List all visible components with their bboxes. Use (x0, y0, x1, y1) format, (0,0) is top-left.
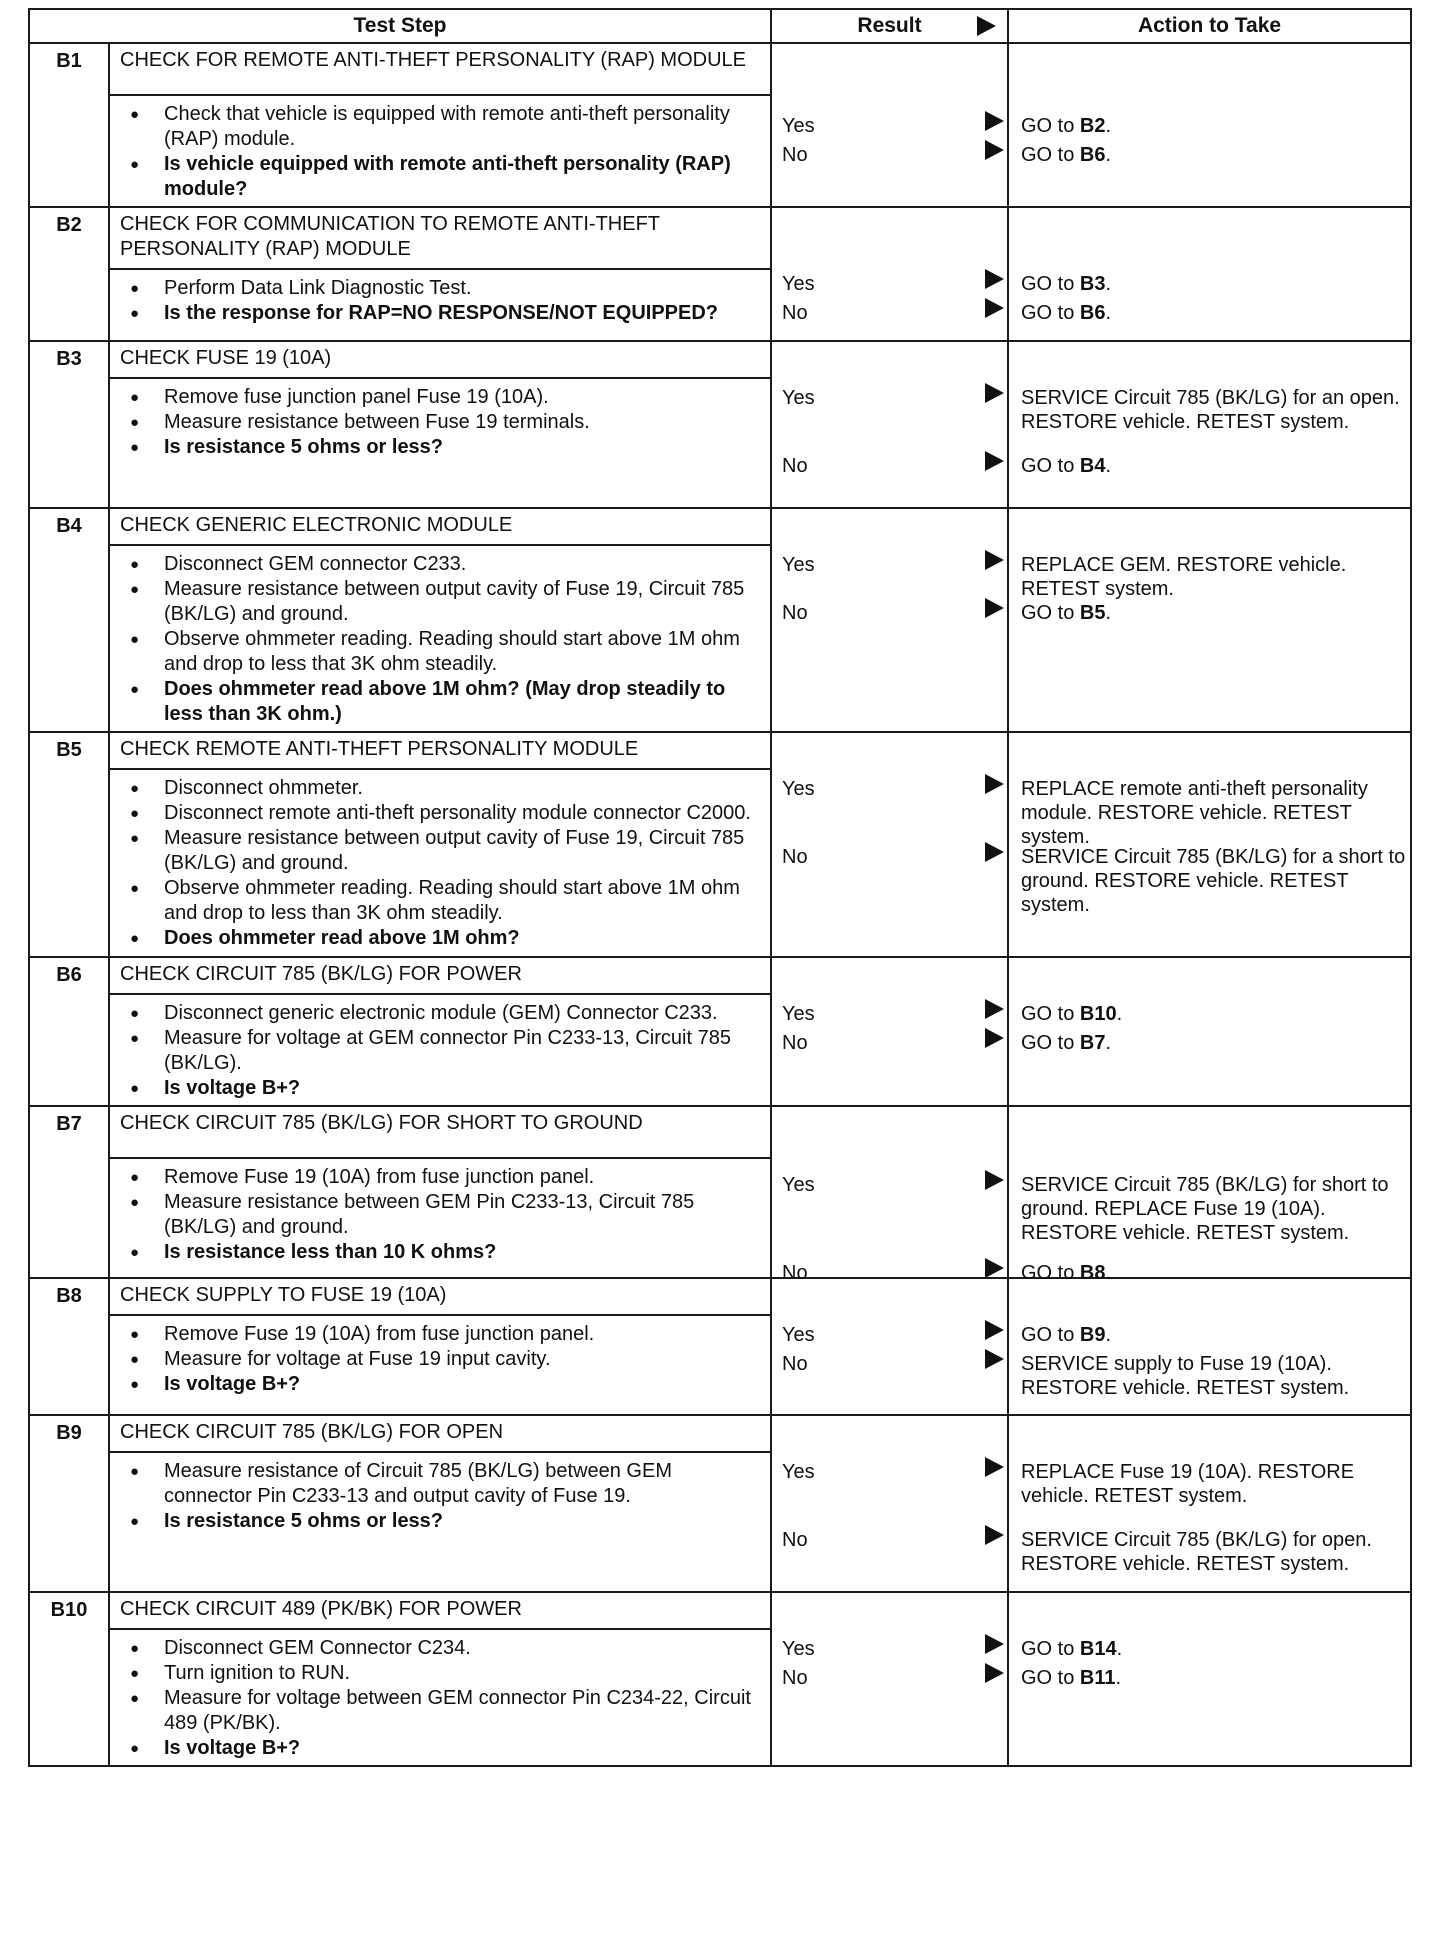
test-step-title-row (29, 1415, 1411, 1452)
action-text (1021, 1666, 1406, 1690)
action-step-ref: B5 (1079, 602, 1106, 624)
right-pointing-triangle-icon (975, 15, 997, 37)
right-pointing-triangle-icon (983, 297, 1005, 319)
header-result-label: Result (857, 14, 922, 37)
right-pointing-triangle-icon (983, 268, 1005, 290)
action-text (1021, 845, 1406, 917)
right-pointing-triangle-icon (983, 110, 1005, 132)
step-instructions (109, 1629, 771, 1766)
step-title: CHECK REMOTE ANTI-THEFT PERSONALITY MODULE (109, 732, 771, 769)
result-label: No (782, 1529, 808, 1551)
action-main: GO to (1021, 302, 1080, 324)
action-step-ref: B4 (1079, 455, 1106, 477)
result-label: Yes (782, 1003, 815, 1025)
action-main: SERVICE Circuit 785 (BK/LG) for open. RESTORE vehicle. RETEST system. (1021, 1529, 1372, 1575)
action-main: GO to (1021, 1667, 1080, 1689)
instruction-question: ● Is resistance less than 10 K ohms? (120, 1240, 762, 1265)
step-id: B9 (29, 1415, 109, 1592)
action-step-ref: B7 (1079, 1032, 1106, 1054)
action-text (1021, 114, 1406, 138)
instruction-question: ● Is resistance 5 ohms or less? (120, 1509, 762, 1534)
result-label: Yes (782, 115, 815, 137)
step-title: CHECK SUPPLY TO FUSE 19 (10A) (109, 1278, 771, 1315)
instruction-item: ● Observe ohmmeter reading. Reading should start above 1M ohm and drop to less than 3K ohm steadily. (120, 876, 762, 926)
result-label: No (782, 1667, 808, 1689)
result-label: No (782, 1353, 808, 1375)
action-cell (1008, 1106, 1411, 1284)
step-title: CHECK FOR REMOTE ANTI-THEFT PERSONALITY (RAP) MODULE (109, 43, 771, 95)
instruction-item: ● Measure for voltage at GEM connector Pin C233-13, Circuit 785 (BK/LG). (120, 1026, 762, 1076)
action-main: GO to (1021, 1262, 1080, 1284)
result-label: Yes (782, 1638, 815, 1660)
step-id: B3 (29, 341, 109, 508)
instruction-question: ● Is the response for RAP=NO RESPONSE/NOT EQUIPPED? (120, 301, 762, 326)
right-pointing-triangle-icon (983, 1319, 1005, 1341)
instruction-question: ● Does ohmmeter read above 1M ohm? (120, 926, 762, 951)
action-text (1021, 301, 1406, 325)
action-text (1021, 1323, 1406, 1347)
action-main: GO to (1021, 1032, 1080, 1054)
action-cell (1008, 957, 1411, 1106)
result-cell (771, 1592, 1008, 1766)
instruction-item: ● Measure resistance between GEM Pin C233-13, Circuit 785 (BK/LG) and ground. (120, 1190, 762, 1240)
result-label: No (782, 602, 808, 624)
step-title: CHECK CIRCUIT 785 (BK/LG) FOR OPEN (109, 1415, 771, 1452)
step-instructions (109, 95, 771, 207)
step-title: CHECK CIRCUIT 489 (PK/BK) FOR POWER (109, 1592, 771, 1629)
result-label: No (782, 1262, 808, 1284)
step-title: CHECK FOR COMMUNICATION TO REMOTE ANTI-THEFT PERSONALITY (RAP) MODULE (109, 207, 771, 269)
result-cell (771, 732, 1008, 957)
diagnostic-table-document (28, 8, 1410, 1767)
step-id: B6 (29, 957, 109, 1106)
action-step-ref: B6 (1079, 302, 1106, 324)
instruction-list (120, 1001, 762, 1101)
instruction-list (120, 1322, 762, 1397)
action-step-ref: B3 (1079, 273, 1106, 295)
test-step-title-row (29, 43, 1411, 95)
instruction-item: ● Disconnect generic electronic module (GEM) Connector C233. (120, 1001, 762, 1026)
result-label: Yes (782, 778, 815, 800)
result-cell (771, 508, 1008, 732)
result-cell (771, 341, 1008, 508)
action-end: . (1105, 144, 1112, 166)
step-title: CHECK GENERIC ELECTRONIC MODULE (109, 508, 771, 545)
action-text (1021, 1352, 1406, 1400)
right-pointing-triangle-icon (983, 1633, 1005, 1655)
step-id: B4 (29, 508, 109, 732)
result-cell (771, 43, 1008, 207)
result-label: Yes (782, 273, 815, 295)
step-id: B2 (29, 207, 109, 341)
action-end: . (1105, 602, 1112, 624)
instruction-item: ● Turn ignition to RUN. (120, 1661, 762, 1686)
result-label: No (782, 302, 808, 324)
action-end: . (1116, 1003, 1123, 1025)
right-pointing-triangle-icon (983, 998, 1005, 1020)
action-main: REPLACE remote anti-theft personality module. RESTORE vehicle. RETEST system. (1021, 778, 1368, 848)
result-label: No (782, 455, 808, 477)
instruction-item: ● Remove Fuse 19 (10A) from fuse junction panel. (120, 1165, 762, 1190)
result-label: Yes (782, 554, 815, 576)
action-main: SERVICE Circuit 785 (BK/LG) for short to ground. REPLACE Fuse 19 (10A). RESTORE vehicle. RETEST system. (1021, 1174, 1389, 1244)
instruction-item: ● Check that vehicle is equipped with remote anti-theft personality (RAP) module. (120, 102, 762, 152)
step-instructions (109, 769, 771, 957)
action-end: . (1115, 1667, 1122, 1689)
action-main: SERVICE supply to Fuse 19 (10A). RESTORE vehicle. RETEST system. (1021, 1353, 1350, 1399)
action-end: . (1105, 1032, 1112, 1054)
action-text (1021, 1528, 1406, 1576)
result-label: No (782, 1032, 808, 1054)
action-main: GO to (1021, 115, 1080, 137)
instruction-list (120, 102, 762, 202)
instruction-item: ● Measure for voltage at Fuse 19 input cavity. (120, 1347, 762, 1372)
instruction-item: ● Measure resistance between output cavity of Fuse 19, Circuit 785 (BK/LG) and ground. (120, 577, 762, 627)
action-end: . (1105, 455, 1112, 477)
action-text (1021, 1637, 1406, 1661)
right-pointing-triangle-icon (983, 382, 1005, 404)
action-end: . (1105, 302, 1112, 324)
step-title: CHECK CIRCUIT 785 (BK/LG) FOR POWER (109, 957, 771, 994)
test-step-title-row (29, 732, 1411, 769)
action-text (1021, 272, 1406, 296)
action-main: GO to (1021, 455, 1080, 477)
result-cell (771, 1415, 1008, 1592)
action-step-ref: B14 (1079, 1638, 1117, 1660)
step-instructions (109, 1315, 771, 1415)
action-text (1021, 1031, 1406, 1055)
action-cell (1008, 508, 1411, 732)
action-text (1021, 777, 1406, 849)
instruction-list (120, 1165, 762, 1265)
instruction-question: ● Is resistance 5 ohms or less? (120, 435, 762, 460)
action-end: . (1105, 1262, 1112, 1284)
instruction-question: ● Is voltage B+? (120, 1076, 762, 1101)
instruction-item: ● Measure for voltage between GEM connector Pin C234-22, Circuit 489 (PK/BK). (120, 1686, 762, 1736)
action-main: REPLACE Fuse 19 (10A). RESTORE vehicle. RETEST system. (1021, 1461, 1355, 1507)
step-instructions (109, 269, 771, 341)
action-text (1021, 1173, 1406, 1245)
action-text (1021, 1460, 1406, 1508)
result-label: Yes (782, 387, 815, 409)
step-instructions (109, 1452, 771, 1592)
instruction-item: ● Disconnect remote anti-theft personality module connector C2000. (120, 801, 762, 826)
step-instructions (109, 545, 771, 732)
step-id: B10 (29, 1592, 109, 1766)
instruction-list (120, 552, 762, 727)
action-text (1021, 454, 1406, 478)
right-pointing-triangle-icon (983, 1169, 1005, 1191)
test-step-title-row (29, 1278, 1411, 1315)
result-cell (771, 957, 1008, 1106)
action-cell (1008, 207, 1411, 341)
step-instructions (109, 994, 771, 1106)
right-pointing-triangle-icon (983, 1662, 1005, 1684)
instruction-item: ● Remove fuse junction panel Fuse 19 (10A). (120, 385, 762, 410)
instruction-question: ● Does ohmmeter read above 1M ohm? (May drop steadily to less than 3K ohm.) (120, 677, 762, 727)
action-text (1021, 386, 1406, 434)
action-step-ref: B2 (1079, 115, 1106, 137)
instruction-item: ● Disconnect GEM Connector C234. (120, 1636, 762, 1661)
header-action: Action to Take (1008, 9, 1411, 43)
instruction-list (120, 1636, 762, 1761)
instruction-item: ● Perform Data Link Diagnostic Test. (120, 276, 762, 301)
result-label: No (782, 846, 808, 868)
right-pointing-triangle-icon (983, 773, 1005, 795)
action-cell (1008, 1278, 1411, 1415)
result-label: Yes (782, 1461, 815, 1483)
action-main: GO to (1021, 1324, 1080, 1346)
instruction-list (120, 276, 762, 326)
action-text (1021, 1002, 1406, 1026)
action-cell (1008, 1415, 1411, 1592)
action-cell (1008, 732, 1411, 957)
instruction-question: ● Is voltage B+? (120, 1736, 762, 1761)
action-text (1021, 601, 1406, 625)
action-main: SERVICE Circuit 785 (BK/LG) for a short to ground. RESTORE vehicle. RETEST system. (1021, 846, 1406, 916)
action-main: GO to (1021, 144, 1080, 166)
action-step-ref: B9 (1079, 1324, 1106, 1346)
result-cell (771, 1106, 1008, 1284)
action-end: . (1105, 1324, 1112, 1346)
action-cell (1008, 1592, 1411, 1766)
header-result (771, 9, 1008, 43)
instruction-list (120, 776, 762, 951)
action-step-ref: B8 (1079, 1262, 1106, 1284)
instruction-item: ● Measure resistance between Fuse 19 terminals. (120, 410, 762, 435)
action-end: . (1105, 115, 1112, 137)
result-label: No (782, 144, 808, 166)
instruction-item: ● Remove Fuse 19 (10A) from fuse junction panel. (120, 1322, 762, 1347)
instruction-item: ● Measure resistance of Circuit 785 (BK/LG) between GEM connector Pin C233-13 and output cavity of Fuse 19. (120, 1459, 762, 1509)
instruction-question: ● Is vehicle equipped with remote anti-theft personality (RAP) module? (120, 152, 762, 202)
instruction-question: ● Is voltage B+? (120, 1372, 762, 1397)
test-step-title-row (29, 1592, 1411, 1629)
action-cell (1008, 341, 1411, 508)
instruction-item: ● Disconnect ohmmeter. (120, 776, 762, 801)
action-main: GO to (1021, 1638, 1080, 1660)
table-header-row (29, 9, 1411, 43)
action-step-ref: B11 (1079, 1667, 1116, 1689)
test-step-title-row (29, 508, 1411, 545)
action-text (1021, 553, 1406, 601)
right-pointing-triangle-icon (983, 597, 1005, 619)
action-main: GO to (1021, 1003, 1080, 1025)
action-end: . (1105, 273, 1112, 295)
step-id: B7 (29, 1106, 109, 1278)
action-step-ref: B10 (1079, 1003, 1117, 1025)
right-pointing-triangle-icon (983, 1257, 1005, 1279)
result-label: Yes (782, 1174, 815, 1196)
step-instructions (109, 378, 771, 508)
action-main: GO to (1021, 602, 1080, 624)
right-pointing-triangle-icon (983, 1348, 1005, 1370)
action-main: REPLACE GEM. RESTORE vehicle. RETEST system. (1021, 554, 1347, 600)
instruction-item: ● Disconnect GEM connector C233. (120, 552, 762, 577)
action-cell (1008, 43, 1411, 207)
step-id: B1 (29, 43, 109, 207)
right-pointing-triangle-icon (983, 139, 1005, 161)
result-label: Yes (782, 1324, 815, 1346)
result-cell (771, 207, 1008, 341)
instruction-list (120, 385, 762, 460)
test-step-title-row (29, 207, 1411, 269)
right-pointing-triangle-icon (983, 1524, 1005, 1546)
right-pointing-triangle-icon (983, 1027, 1005, 1049)
test-step-title-row (29, 341, 1411, 378)
instruction-item: ● Measure resistance between output cavity of Fuse 19, Circuit 785 (BK/LG) and ground. (120, 826, 762, 876)
result-cell (771, 1278, 1008, 1415)
step-id: B5 (29, 732, 109, 957)
pinpoint-test-table (28, 8, 1412, 1767)
step-instructions (109, 1158, 771, 1278)
step-title: CHECK CIRCUIT 785 (BK/LG) FOR SHORT TO GROUND (109, 1106, 771, 1158)
instruction-list (120, 1459, 762, 1534)
action-text (1021, 143, 1406, 167)
test-step-title-row (29, 1106, 1411, 1158)
header-test-step: Test Step (29, 9, 771, 43)
action-main: GO to (1021, 273, 1080, 295)
action-main: SERVICE Circuit 785 (BK/LG) for an open. RESTORE vehicle. RETEST system. (1021, 387, 1400, 433)
action-step-ref: B6 (1079, 144, 1106, 166)
right-pointing-triangle-icon (983, 450, 1005, 472)
action-end: . (1116, 1638, 1123, 1660)
right-pointing-triangle-icon (983, 549, 1005, 571)
right-pointing-triangle-icon (983, 841, 1005, 863)
test-step-title-row (29, 957, 1411, 994)
step-title: CHECK FUSE 19 (10A) (109, 341, 771, 378)
instruction-item: ● Observe ohmmeter reading. Reading should start above 1M ohm and drop to less that 3K ohm steadily. (120, 627, 762, 677)
step-id: B8 (29, 1278, 109, 1415)
right-pointing-triangle-icon (983, 1456, 1005, 1478)
